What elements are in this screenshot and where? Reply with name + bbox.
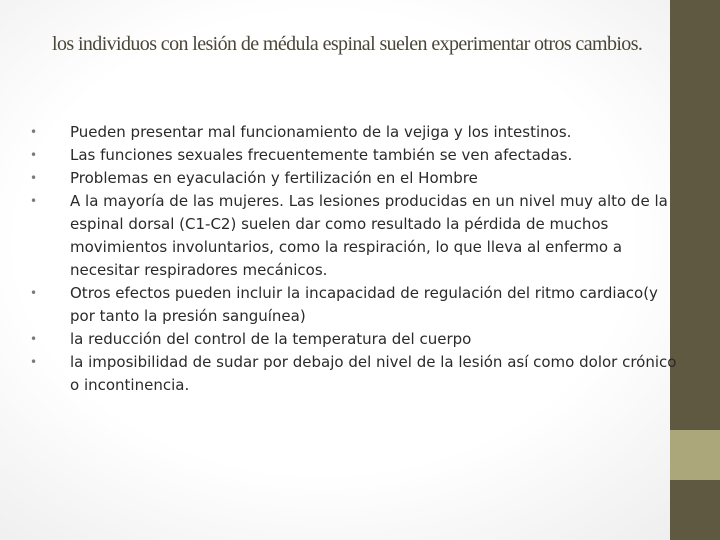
bullet-marker: •	[30, 194, 38, 208]
bullet-item	[28, 167, 682, 190]
bullet-marker: •	[30, 286, 38, 300]
bullet-list	[28, 121, 682, 397]
bullet-marker: •	[30, 332, 38, 346]
bullet-text: Las funciones sexuales frecuentemente también se ven afectadas.	[70, 146, 573, 164]
bullet-text: Pueden presentar mal funcionamiento de la vejiga y los intestinos.	[70, 123, 572, 141]
slide-title: los individuos con lesión de médula espinal suelen experimentar otros cambios.	[52, 33, 643, 55]
bullet-marker: •	[30, 355, 38, 369]
bullet-text: Otros efectos pueden incluir la incapacidad de regulación del ritmo cardiaco(y por tanto la presión sanguínea)	[70, 284, 658, 325]
bullet-item	[28, 121, 682, 144]
bullet-item	[28, 282, 682, 328]
sidebar-accent-bottom	[670, 480, 720, 540]
bullet-marker: •	[30, 171, 38, 185]
bullet-item	[28, 190, 682, 282]
bullet-text: A la mayoría de las mujeres. Las lesiones producidas en un nivel muy alto de la espinal dorsal (C1-C2) suelen dar como resultado la pérdida de muchos movimientos involuntarios, como la respiración, lo que lleva al enfermo a necesitar respiradores mecánicos.	[70, 192, 668, 279]
sidebar-accent-middle	[670, 430, 720, 480]
bullet-text: la reducción del control de la temperatura del cuerpo	[70, 330, 472, 348]
bullet-marker: •	[30, 148, 38, 162]
bullet-item	[28, 328, 682, 351]
bullet-item	[28, 351, 682, 397]
bullet-item	[28, 144, 682, 167]
bullet-text: Problemas en eyaculación y fertilización en el Hombre	[70, 169, 478, 187]
bullet-text: la imposibilidad de sudar por debajo del nivel de la lesión así como dolor crónico o incontinencia.	[70, 353, 677, 394]
bullet-marker: •	[30, 125, 38, 139]
